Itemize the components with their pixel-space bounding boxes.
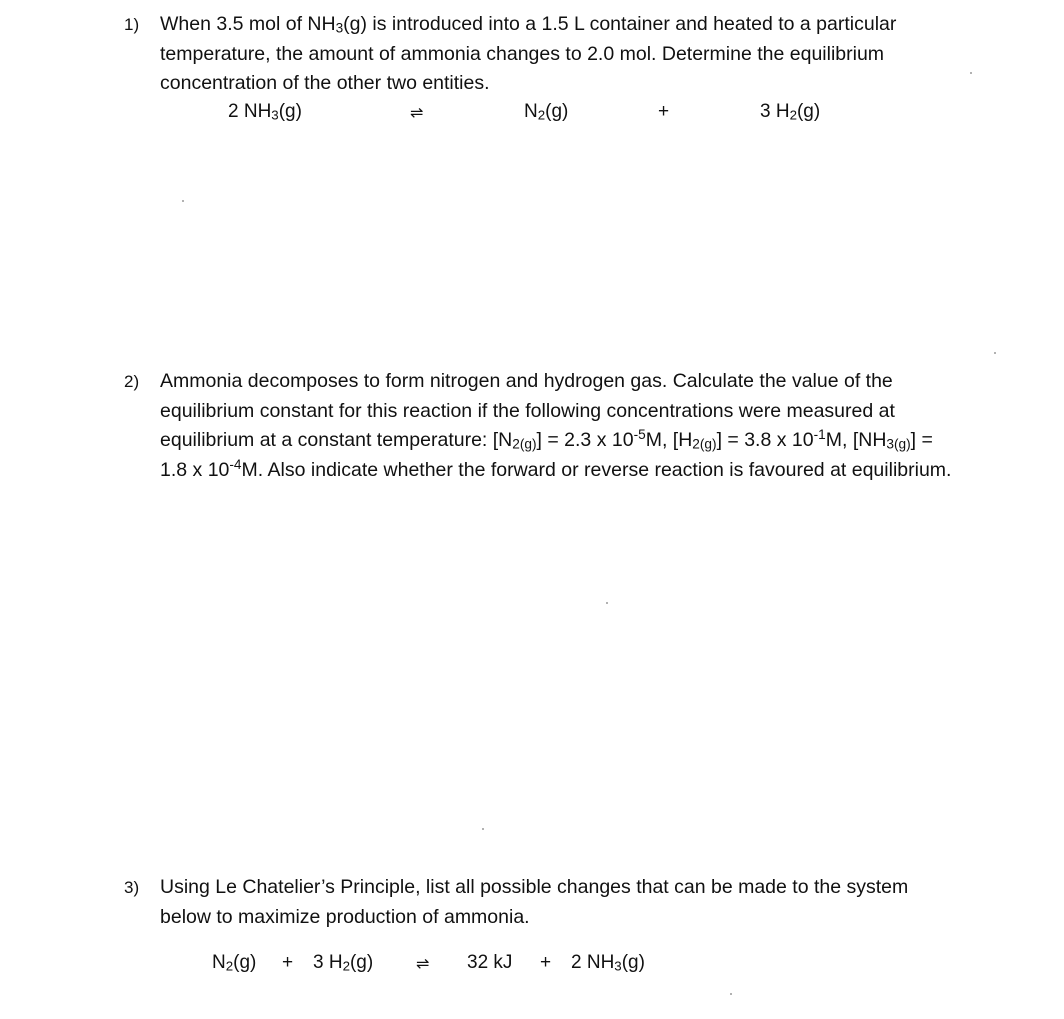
equation-plus: +: [282, 952, 294, 973]
equation-reactant-nitrogen: $N_2(g)$: [212, 952, 257, 974]
equation-product-nitrogen: $N_2(g)$: [524, 101, 569, 123]
equation-plus: +: [540, 952, 552, 973]
equation-product-ammonia: 2 $NH_3(g)$: [571, 952, 645, 974]
equation-reactant: 2 $NH_3(g)$: [228, 101, 302, 123]
scan-speck: [182, 200, 184, 202]
scan-speck: [482, 828, 484, 830]
scan-speck: [994, 352, 996, 354]
subscript: 3: [335, 20, 344, 36]
question-number: 2): [124, 372, 140, 391]
question-text: Using Le Chatelier’s Principle, list all possible changes that can be made to the system below to maximize production of ammonia.: [160, 876, 909, 928]
text-segment: (g) is introduced into a 1.5 L container and heated to a particular temperature, the amount of ammonia changes to 2.0 mol. Determine the equilibrium concentration of the other two entities.: [160, 13, 897, 94]
equilibrium-arrow-icon: ⇌: [410, 105, 424, 122]
equation-reactant-hydrogen: 3 $H_2(g)$: [313, 952, 374, 974]
scan-speck: [970, 72, 972, 74]
question-text: [160, 10, 955, 99]
equation-energy: 32 kJ: [467, 952, 513, 973]
question-number: 3): [124, 878, 140, 897]
question-text: Ammonia decomposes to form nitrogen and hydrogen gas. Calculate the value of the equilibrium constant for this reaction if the following concentrations were measured at equilibrium at a constant temperature: $[N_{2(g)}] = 2.3$ x $10^{-5}M$, $[H_{2(g)}] = 3.8$ x $10^{-1}M$, $[NH_{3(g)}] = 1.8$ x $10^{-4}M$. Also indicate whether the forward or reverse reaction is favoured at equilibrium.: [160, 370, 952, 481]
scan-speck: [730, 993, 732, 995]
equilibrium-arrow-icon: ⇌: [416, 956, 430, 973]
question-number: 1): [124, 15, 140, 34]
equation-product-hydrogen: 3 $H_2(g)$: [760, 101, 821, 123]
text-segment: When 3.5 mol of NH: [160, 13, 336, 35]
scan-speck: [606, 602, 608, 604]
equation-plus: +: [658, 101, 670, 122]
